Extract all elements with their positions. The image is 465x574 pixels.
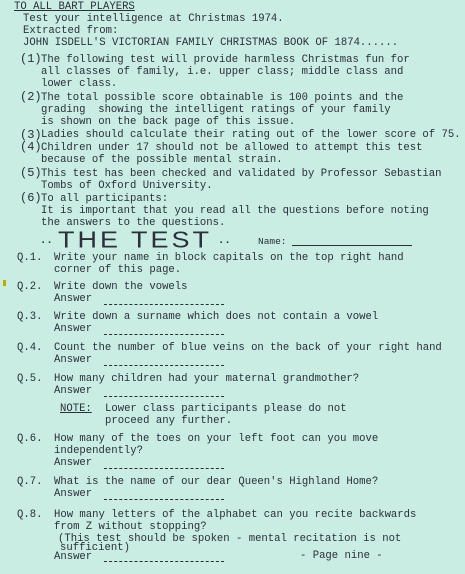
note-label: NOTE:	[60, 403, 92, 415]
rule-1-line-2: all classes of family, i.e. upper class; middle class and	[41, 66, 404, 78]
question-6-line-1: How many of the toes on your left foot can you move	[54, 433, 379, 445]
question-4-number: Q.4.	[17, 342, 43, 354]
rule-2-line-3: is shown on the back page of this issue.	[41, 116, 296, 128]
title-dots-right: ..	[218, 235, 231, 247]
rule-2-line-2: grading showing the intelligent ratings of your family	[41, 104, 391, 116]
note-line-1: Lower class participants please do not	[105, 403, 347, 415]
rule-1-line-1: The following test will provide harmless Christmas fun for	[41, 54, 410, 66]
question-7-line-1: What is the name of our dear Queen's Highland Home?	[54, 476, 379, 488]
question-8-line-3: (This test should be spoken - mental recitation is not	[58, 533, 402, 545]
question-1-line-2: corner of this page.	[54, 264, 182, 276]
rule-5-line-1: This test has been checked and validated by Professor Sebastian	[41, 168, 442, 180]
question-1-number: Q.1.	[17, 252, 43, 264]
question-2-line-1: Write down the vowels	[54, 281, 188, 293]
name-field-line[interactable]	[292, 245, 412, 246]
question-3-line-1: Write down a surname which does not contain a vowel	[54, 311, 379, 323]
question-2-number: Q.2.	[17, 281, 43, 293]
question-3-number: Q.3.	[17, 311, 43, 323]
title-dots-left: ..	[40, 235, 53, 247]
rule-4-line-1: Children under 17 should not be allowed to attempt this test	[41, 142, 423, 154]
question-5-line-1: How many children had your maternal grandmother?	[54, 373, 360, 385]
rule-4-line-2: because of the possible mental strain.	[41, 154, 283, 166]
rule-1-line-3: lower class.	[41, 78, 118, 90]
rule-6-line-1: To all participants:	[41, 193, 169, 205]
note-line-2: proceed any further.	[105, 415, 233, 427]
rule-3-number: (3)	[20, 128, 42, 142]
rule-4-number: (4)	[20, 140, 42, 154]
rule-5-number: (5)	[20, 166, 42, 180]
header-line-4: JOHN ISDELL'S VICTORIAN FAMILY CHRISTMAS BOOK OF 1874......	[23, 37, 399, 49]
page-footer: - Page nine -	[300, 550, 383, 562]
rule-6-line-3: the answers to the questions.	[41, 217, 226, 229]
rule-2-line-1: The total possible score obtainable is 100 points and the	[41, 92, 404, 104]
question-6-line-2: independently?	[54, 445, 144, 457]
rule-2-number: (2)	[20, 90, 42, 104]
question-8-line-4: sufficient)	[60, 542, 130, 554]
rule-5-line-2: Tombs of Oxford University.	[41, 180, 213, 192]
question-4-line-1: Count the number of blue veins on the back of your right hand	[54, 342, 442, 354]
question-7-answer-line[interactable]	[104, 499, 224, 500]
question-3-answer-label: Answer	[54, 323, 93, 335]
question-3-answer-line[interactable]	[104, 334, 224, 335]
question-8-line-1: How many letters of the alphabet can you recite backwards	[54, 509, 417, 521]
question-2-answer-label: Answer	[54, 293, 93, 305]
question-6-number: Q.6.	[17, 433, 43, 445]
question-8-number: Q.8.	[17, 509, 43, 521]
rule-3-line-1: Ladies should calculate their rating out of the lower score of 75.	[41, 129, 461, 141]
question-8-answer-line[interactable]	[104, 561, 224, 562]
test-title: THE TEST	[58, 227, 213, 253]
question-4-answer-line[interactable]	[104, 365, 224, 366]
question-2-answer-line[interactable]	[104, 304, 224, 305]
question-5-answer-line[interactable]	[104, 396, 224, 397]
rule-1-number: (1)	[20, 52, 42, 66]
header-to-line: TO ALL BART PLAYERS	[14, 1, 135, 13]
name-label: Name:	[258, 236, 287, 247]
header-line-3: Extracted from:	[23, 25, 119, 37]
paper-mark	[3, 280, 6, 286]
question-8-answer-label: Answer	[54, 551, 93, 563]
question-7-number: Q.7.	[17, 476, 43, 488]
question-1-line-1: Write your name in block capitals on the top right hand	[54, 252, 404, 264]
question-6-answer-label: Answer	[54, 457, 93, 469]
question-5-answer-label: Answer	[54, 385, 93, 397]
question-8-line-2: from Z without stopping?	[54, 521, 207, 533]
question-6-answer-line[interactable]	[104, 468, 224, 469]
rule-6-number: (6)	[20, 191, 42, 205]
question-5-number: Q.5.	[17, 373, 43, 385]
question-4-answer-label: Answer	[54, 354, 93, 366]
rule-6-line-2: It is important that you read all the questions before noting	[41, 205, 429, 217]
header-line-2: Test your intelligence at Christmas 1974.	[23, 13, 284, 25]
question-7-answer-label: Answer	[54, 488, 93, 500]
